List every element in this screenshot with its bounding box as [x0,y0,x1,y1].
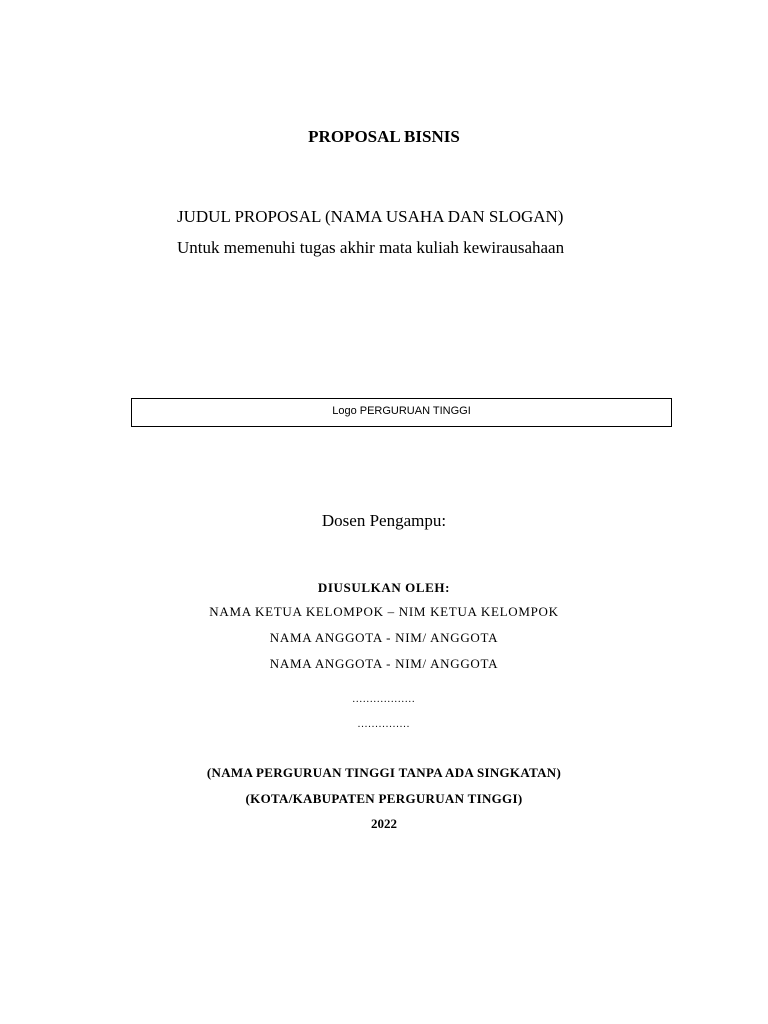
member-line-2: NAMA ANGGOTA - NIM/ ANGGOTA [269,656,499,671]
member-line-leader: NAMA KETUA KELOMPOK – NIM KETUA KELOMPOK [209,604,559,619]
proposal-subtitle: Untuk memenuhi tugas akhir mata kuliah kewirausahaan [177,238,565,257]
logo-placeholder-label: Logo PERGURUAN TINGGI [332,405,471,417]
proposal-heading: JUDUL PROPOSAL (NAMA USAHA DAN SLOGAN) [177,207,564,226]
institution-name: (NAMA PERGURUAN TINGGI TANPA ADA SINGKATAN) [206,765,562,780]
ellipsis-line-2: ............... [357,719,411,730]
lecturer-label: Dosen Pengampu: [321,511,447,530]
ellipsis-line-1: .................. [352,694,416,705]
logo-placeholder-box [131,398,672,427]
member-line-1: NAMA ANGGOTA - NIM/ ANGGOTA [269,630,499,645]
institution-city: (KOTA/KABUPATEN PERGURUAN TINGGI) [245,791,523,806]
proposed-by-label: DIUSULKAN OLEH: [317,580,451,595]
proposal-year: 2022 [371,816,397,831]
document-title: PROPOSAL BISNIS [308,127,460,146]
